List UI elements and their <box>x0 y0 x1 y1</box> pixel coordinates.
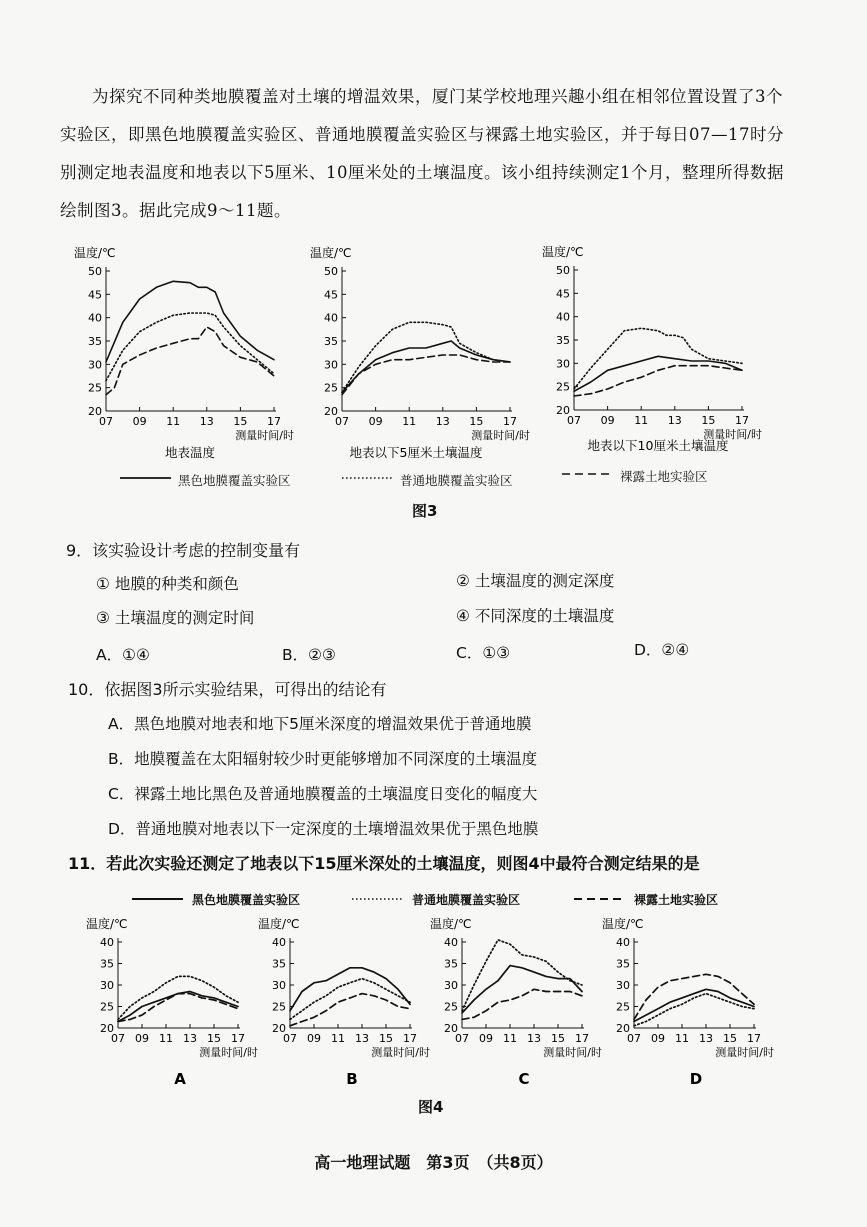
y-tick-label: 40 <box>556 310 570 324</box>
y-tick-label: 25 <box>444 1000 458 1014</box>
x-tick-label: 13 <box>199 415 214 428</box>
fig4-legend-bare-soil: 裸露土地实验区 <box>634 893 719 907</box>
x-tick-label: 13 <box>699 1032 713 1045</box>
x-tick-label: 17 <box>503 415 517 428</box>
x-axis-label: 测量时间/时 <box>703 428 762 441</box>
q11-stem: 11．若此次实验还测定了地表以下15厘米深处的土壤温度，则图4中最符合测定结果的是 <box>68 854 700 873</box>
x-tick-label: 17 <box>403 1032 417 1045</box>
q9-choice-c: C．①③ <box>456 644 511 662</box>
x-tick-label: 07 <box>335 415 349 428</box>
y-tick-label: 20 <box>100 1022 114 1035</box>
chart-subtitle: C <box>518 1070 530 1088</box>
y-tick-label: 25 <box>272 1000 286 1014</box>
series-line-dashed <box>106 327 274 395</box>
x-tick-label: 17 <box>747 1032 761 1045</box>
x-axis-label: 测量时间/时 <box>715 1046 774 1059</box>
y-tick-label: 40 <box>444 936 458 949</box>
y-tick-label: 50 <box>88 265 102 278</box>
x-tick-label: 07 <box>455 1032 469 1045</box>
y-tick-label: 50 <box>324 265 338 278</box>
x-tick-label: 07 <box>627 1032 641 1045</box>
q10-choice-d: D．普通地膜对地表以下一定深度的土壤增温效果优于黑色地膜 <box>108 820 539 838</box>
q9-item-4: ④ 不同深度的土壤温度 <box>456 607 615 625</box>
x-tick-label: 15 <box>469 415 484 428</box>
y-tick-label: 35 <box>444 957 458 971</box>
x-axis-label: 测量时间/时 <box>471 429 530 442</box>
y-tick-label: 25 <box>324 381 338 395</box>
y-tick-label: 25 <box>556 380 570 394</box>
x-tick-label: 13 <box>435 415 450 428</box>
x-tick-label: 11 <box>331 1032 345 1045</box>
y-tick-label: 40 <box>272 936 286 949</box>
y-tick-label: 25 <box>100 1000 114 1014</box>
chart-subtitle: A <box>174 1070 186 1088</box>
chart-10cm-temperature <box>538 230 778 460</box>
y-axis-label: 温度/℃ <box>602 917 644 931</box>
q9-choice-a: A．①④ <box>96 646 150 664</box>
series-line-dashed <box>574 366 742 396</box>
x-tick-label: 17 <box>575 1032 589 1045</box>
y-tick-label: 30 <box>272 979 286 992</box>
fig3-legend-black-film: 黑色地膜覆盖实验区 <box>178 473 291 488</box>
series-line-dotted <box>118 976 238 1019</box>
y-tick-label: 30 <box>444 979 458 992</box>
intro-paragraph: 为探究不同种类地膜覆盖对土壤的增温效果，厦门某学校地理兴趣小组在相邻位置设置了3个实验区，即黑色地膜覆盖实验区、普通地膜覆盖实验区与裸露土地实验区，并于每日07—17时分别测定地表温度和地表以下5厘米、10厘米处的土壤温度。该小组持续测定1个月，整理所得数据绘制图3。据此完成9～11题。 <box>60 87 784 220</box>
x-tick-label: 13 <box>183 1032 197 1045</box>
chart-option-c <box>428 910 608 1090</box>
y-axis-label: 温度/℃ <box>74 246 116 260</box>
y-tick-label: 25 <box>616 1000 630 1014</box>
x-tick-label: 11 <box>159 1032 173 1045</box>
y-tick-label: 30 <box>88 358 102 372</box>
chart-subtitle: D <box>689 1070 703 1088</box>
fig3-legend-dotted-line <box>340 471 395 485</box>
y-tick-label: 40 <box>100 936 114 949</box>
y-tick-label: 45 <box>324 288 338 302</box>
y-tick-label: 45 <box>556 287 570 301</box>
series-line-dashed <box>118 994 238 1022</box>
x-tick-label: 13 <box>527 1032 541 1045</box>
y-axis-label: 温度/℃ <box>310 246 352 260</box>
y-axis-label: 温度/℃ <box>542 245 584 259</box>
fig3-label: 图3 <box>412 502 438 520</box>
x-axis-label: 测量时间/时 <box>371 1046 430 1059</box>
y-tick-label: 40 <box>616 936 630 949</box>
chart-surface-temperature <box>70 235 310 465</box>
fig4-legend-dashed-line <box>572 892 627 906</box>
q10-choice-c: C．裸露土地比黑色及普通地膜覆盖的土壤温度日变化的幅度大 <box>108 785 538 803</box>
x-tick-label: 17 <box>267 415 281 428</box>
x-tick-label: 15 <box>723 1032 737 1045</box>
x-tick-label: 11 <box>675 1032 689 1045</box>
y-tick-label: 20 <box>88 405 102 418</box>
x-tick-label: 17 <box>735 414 749 427</box>
series-line-dotted <box>462 940 582 1011</box>
chart-option-d <box>600 910 780 1090</box>
x-tick-label: 09 <box>651 1032 665 1045</box>
x-tick-label: 07 <box>111 1032 125 1045</box>
x-tick-label: 09 <box>479 1032 493 1045</box>
x-tick-label: 07 <box>567 414 581 427</box>
x-tick-label: 09 <box>135 1032 149 1045</box>
y-tick-label: 40 <box>88 311 102 325</box>
series-line-solid <box>290 968 410 1011</box>
x-tick-label: 17 <box>231 1032 245 1045</box>
y-tick-label: 30 <box>324 358 338 372</box>
q9-choice-d: D．②④ <box>634 641 690 659</box>
series-line-solid <box>574 356 742 391</box>
q9-item-1: ① 地膜的种类和颜色 <box>96 575 239 593</box>
series-line-dotted <box>574 328 742 389</box>
chart-subtitle: 地表以下5厘米土壤温度 <box>349 445 483 460</box>
y-tick-label: 35 <box>272 957 286 971</box>
series-line-dashed <box>342 355 510 395</box>
series-line-solid <box>634 989 754 1021</box>
series-line-dotted <box>634 994 754 1026</box>
y-tick-label: 50 <box>556 264 570 277</box>
fig3-legend-bare-soil: 裸露土地实验区 <box>620 469 708 484</box>
y-tick-label: 20 <box>556 404 570 417</box>
x-tick-label: 15 <box>233 415 248 428</box>
q10-choice-b: B．地膜覆盖在太阳辐射较少时更能够增加不同深度的土壤温度 <box>108 750 538 768</box>
y-tick-label: 30 <box>556 357 570 371</box>
y-tick-label: 30 <box>100 979 114 992</box>
y-axis-label: 温度/℃ <box>86 917 128 931</box>
y-tick-label: 20 <box>324 405 338 418</box>
fig3-legend-normal-film: 普通地膜覆盖实验区 <box>400 473 513 488</box>
x-axis-label: 测量时间/时 <box>199 1046 258 1059</box>
x-tick-label: 13 <box>355 1032 369 1045</box>
x-axis-label: 测量时间/时 <box>543 1046 602 1059</box>
chart-subtitle: 地表以下10厘米土壤温度 <box>587 438 729 453</box>
x-tick-label: 13 <box>667 414 682 427</box>
x-tick-label: 11 <box>166 415 181 428</box>
chart-subtitle: B <box>346 1070 358 1088</box>
x-tick-label: 15 <box>701 414 716 427</box>
q10-choice-a: A．黑色地膜对地表和地下5厘米深度的增温效果优于普通地膜 <box>108 715 532 733</box>
y-tick-label: 35 <box>88 335 102 348</box>
x-tick-label: 07 <box>283 1032 297 1045</box>
x-axis-label: 测量时间/时 <box>235 429 294 442</box>
x-tick-label: 11 <box>402 415 417 428</box>
x-tick-label: 09 <box>307 1032 321 1045</box>
fig4-legend-dotted-line <box>350 892 405 906</box>
y-tick-label: 20 <box>444 1022 458 1035</box>
series-line-dotted <box>106 313 274 381</box>
y-tick-label: 20 <box>616 1022 630 1035</box>
chart-5cm-temperature <box>306 235 546 465</box>
y-tick-label: 35 <box>556 334 570 347</box>
page-footer: 高一地理试题 第3页 （共8页） <box>314 1153 553 1172</box>
y-tick-label: 25 <box>88 381 102 395</box>
fig4-legend-black-film: 黑色地膜覆盖实验区 <box>192 893 301 907</box>
y-axis-label: 温度/℃ <box>258 917 300 931</box>
q9-stem: 9．该实验设计考虑的控制变量有 <box>66 541 301 560</box>
y-tick-label: 35 <box>616 957 630 971</box>
x-tick-label: 15 <box>551 1032 565 1045</box>
fig4-label: 图4 <box>418 1098 444 1116</box>
y-tick-label: 20 <box>272 1022 286 1035</box>
y-tick-label: 30 <box>616 979 630 992</box>
x-tick-label: 09 <box>600 414 615 427</box>
chart-option-a <box>84 910 264 1090</box>
y-tick-label: 45 <box>88 288 102 302</box>
q9-choice-b: B．②③ <box>282 646 336 664</box>
series-line-solid <box>342 341 510 392</box>
fig3-legend-dashed-line <box>560 467 615 481</box>
x-tick-label: 15 <box>379 1032 393 1045</box>
series-line-dashed <box>290 994 410 1026</box>
fig3-legend-solid-line <box>118 471 173 485</box>
fig4-legend-normal-film: 普通地膜覆盖实验区 <box>412 893 521 907</box>
x-tick-label: 11 <box>634 414 649 427</box>
y-tick-label: 35 <box>324 335 338 348</box>
y-axis-label: 温度/℃ <box>430 917 472 931</box>
x-tick-label: 15 <box>207 1032 221 1045</box>
x-tick-label: 11 <box>503 1032 517 1045</box>
x-tick-label: 09 <box>368 415 383 428</box>
series-line-solid <box>106 281 274 362</box>
q9-item-2: ② 土壤温度的测定深度 <box>456 572 615 590</box>
y-tick-label: 35 <box>100 957 114 971</box>
y-tick-label: 40 <box>324 311 338 325</box>
chart-subtitle: 地表温度 <box>164 445 216 460</box>
q10-stem: 10．依据图3所示实验结果，可得出的结论有 <box>68 680 387 699</box>
x-tick-label: 09 <box>132 415 147 428</box>
chart-option-b <box>256 910 436 1090</box>
q9-item-3: ③ 土壤温度的测定时间 <box>96 609 255 627</box>
fig4-legend-solid-line <box>130 892 185 906</box>
x-tick-label: 07 <box>99 415 113 428</box>
